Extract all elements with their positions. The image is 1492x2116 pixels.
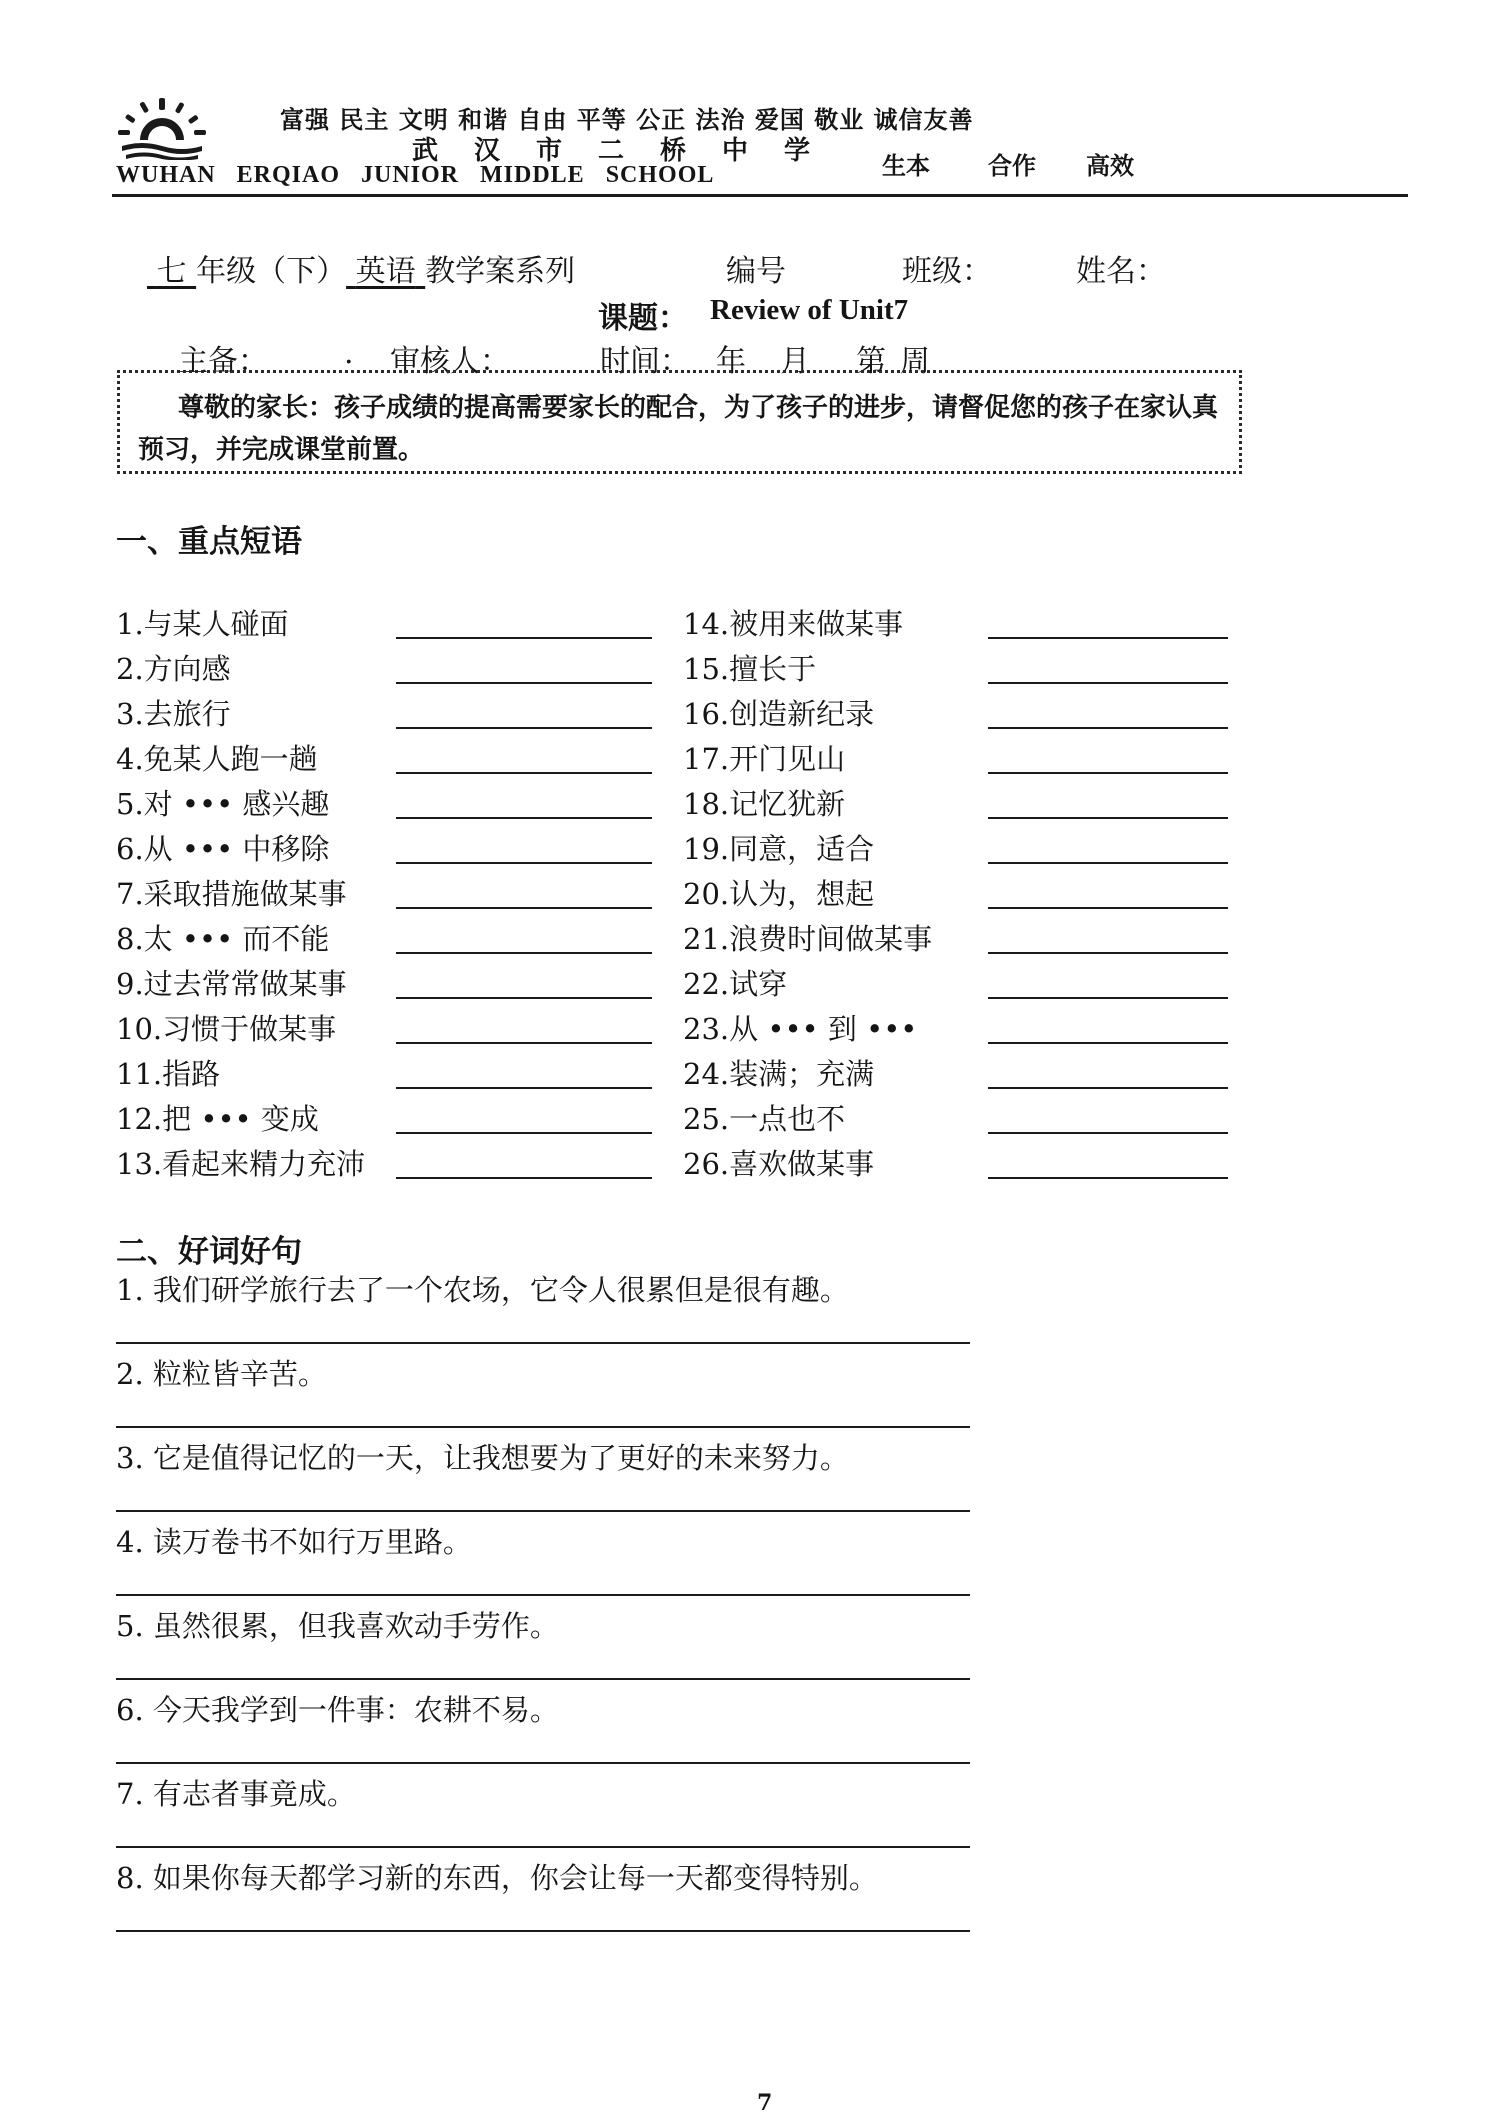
school-name-cn: 武汉市二桥中学 <box>412 136 847 166</box>
phrase-answer-blank[interactable] <box>988 637 1228 639</box>
phrase-answer-blank[interactable] <box>396 1132 652 1134</box>
school-name-en: WUHAN ERQIAO JUNIOR MIDDLE SCHOOL <box>116 162 715 188</box>
preparer-dot: . <box>344 336 354 371</box>
time-label: 时间： <box>600 344 690 379</box>
series-label: 教学案系列 <box>425 254 576 289</box>
sentence-prompt: 2. 粒粒皆辛苦。 <box>116 1357 327 1391</box>
grade-suffix: 年级（下） <box>196 254 347 289</box>
sentence-answer-line[interactable] <box>116 1762 970 1764</box>
sentence-prompt: 8. 如果你每天都学习新的东西，你会让每一天都变得特别。 <box>116 1861 878 1895</box>
phrase-prompt: 17.开门见山 <box>683 742 846 776</box>
phrase-answer-blank[interactable] <box>396 772 652 774</box>
sentence-prompt: 5. 虽然很累，但我喜欢动手劳作。 <box>116 1609 559 1643</box>
number-label: 编号 <box>726 254 786 289</box>
phrase-answer-blank[interactable] <box>988 727 1228 729</box>
phrase-answer-blank[interactable] <box>988 862 1228 864</box>
parent-notice-text: 尊敬的家长：孩子成绩的提高需要家长的配合，为了孩子的进步，请督促您的孩子在家认真预习，并完成课堂前置。 <box>138 393 1219 465</box>
phrase-prompt: 9.过去常常做某事 <box>116 967 347 1001</box>
topic-label: 课题： <box>598 301 688 336</box>
sentence-prompt: 1. 我们研学旅行去了一个农场，它令人很累但是很有趣。 <box>116 1273 849 1307</box>
phrase-prompt: 4.免某人跑一趟 <box>116 742 318 776</box>
phrase-prompt: 3.去旅行 <box>116 697 231 731</box>
phrase-prompt: 21.浪费时间做某事 <box>683 922 933 956</box>
sentence-answer-line[interactable] <box>116 1846 970 1848</box>
phrase-answer-blank[interactable] <box>988 1132 1228 1134</box>
sentence-answer-line[interactable] <box>116 1342 970 1344</box>
phrase-answer-blank[interactable] <box>396 1087 652 1089</box>
phrase-prompt: 15.擅长于 <box>683 652 817 686</box>
sentence-prompt: 3. 它是值得记忆的一天，让我想要为了更好的未来努力。 <box>116 1441 849 1475</box>
grade-subject-line <box>147 246 575 290</box>
phrase-prompt: 20.认为，想起 <box>683 877 875 911</box>
week-prefix: 第 <box>856 344 886 379</box>
sentence-answer-line[interactable] <box>116 1510 970 1512</box>
phrase-prompt: 22.试穿 <box>683 967 788 1001</box>
phrase-prompt: 10.习惯于做某事 <box>116 1012 337 1046</box>
sentence-prompt: 4. 读万卷书不如行万里路。 <box>116 1525 472 1559</box>
parent-notice-box <box>117 370 1242 474</box>
class-label: 班级： <box>902 254 992 289</box>
page-number: 7 <box>757 2090 773 2116</box>
core-values: 富强 民主 文明 和谐 自由 平等 公正 法治 爱国 敬业 诚信友善 <box>280 105 974 134</box>
phrase-prompt: 24.装满；充满 <box>683 1057 875 1091</box>
phrase-answer-blank[interactable] <box>396 682 652 684</box>
phrase-prompt: 12.把 ••• 变成 <box>116 1102 319 1136</box>
phrase-answer-blank[interactable] <box>988 997 1228 999</box>
phrase-prompt: 8.太 ••• 而不能 <box>116 922 330 956</box>
phrase-answer-blank[interactable] <box>988 1087 1228 1089</box>
phrase-answer-blank[interactable] <box>988 907 1228 909</box>
phrase-prompt: 25.一点也不 <box>683 1102 846 1136</box>
phrase-prompt: 23.从 ••• 到 ••• <box>683 1012 918 1046</box>
month-label: 月 <box>780 344 810 379</box>
sentence-answer-line[interactable] <box>116 1426 970 1428</box>
phrase-prompt: 16.创造新纪录 <box>683 697 875 731</box>
phrase-prompt: 2.方向感 <box>116 652 231 686</box>
sentence-answer-line[interactable] <box>116 1594 970 1596</box>
phrase-prompt: 18.记忆犹新 <box>683 787 846 821</box>
phrase-answer-blank[interactable] <box>988 952 1228 954</box>
phrase-answer-blank[interactable] <box>396 907 652 909</box>
sentence-answer-line[interactable] <box>116 1930 970 1932</box>
phrase-prompt: 26.喜欢做某事 <box>683 1147 875 1181</box>
sentence-answer-line[interactable] <box>116 1678 970 1680</box>
preparer-label: 主备： <box>178 344 268 379</box>
phrase-answer-blank[interactable] <box>396 997 652 999</box>
phrase-answer-blank[interactable] <box>988 1177 1228 1179</box>
phrase-answer-blank[interactable] <box>396 952 652 954</box>
name-label: 姓名： <box>1076 254 1166 289</box>
header-rule <box>112 194 1408 197</box>
phrase-prompt: 14.被用来做某事 <box>683 607 904 641</box>
reviewer-label: 审核人： <box>390 344 510 379</box>
phrase-answer-blank[interactable] <box>396 637 652 639</box>
phrase-answer-blank[interactable] <box>396 817 652 819</box>
phrase-prompt: 5.对 ••• 感兴趣 <box>116 787 330 821</box>
section2-title: 二、好词好句 <box>116 1234 302 1270</box>
section1-title: 一、重点短语 <box>116 524 302 560</box>
phrase-answer-blank[interactable] <box>988 682 1228 684</box>
phrase-answer-blank[interactable] <box>988 817 1228 819</box>
subject-value: 英语 <box>355 254 416 289</box>
grade-value: 七 <box>156 254 187 289</box>
school-logo <box>112 96 212 160</box>
phrase-answer-blank[interactable] <box>396 1177 652 1179</box>
phrase-prompt: 11.指路 <box>116 1057 221 1091</box>
motto-3: 高效 <box>1086 151 1134 180</box>
year-label: 年 <box>716 344 746 379</box>
motto-1: 生本 <box>882 151 930 180</box>
phrase-prompt: 6.从 ••• 中移除 <box>116 832 330 866</box>
phrase-answer-blank[interactable] <box>988 1042 1228 1044</box>
phrase-prompt: 13.看起来精力充沛 <box>116 1147 366 1181</box>
phrase-answer-blank[interactable] <box>396 1042 652 1044</box>
phrase-prompt: 19.同意，适合 <box>683 832 875 866</box>
phrase-prompt: 7.采取措施做某事 <box>116 877 347 911</box>
sentence-prompt: 6. 今天我学到一件事：农耕不易。 <box>116 1693 559 1727</box>
motto-2: 合作 <box>988 151 1036 180</box>
phrase-answer-blank[interactable] <box>988 772 1228 774</box>
topic-title: Review of Unit7 <box>710 294 909 326</box>
phrase-answer-blank[interactable] <box>396 862 652 864</box>
phrase-answer-blank[interactable] <box>396 727 652 729</box>
sentence-prompt: 7. 有志者事竟成。 <box>116 1777 356 1811</box>
phrase-prompt: 1.与某人碰面 <box>116 607 289 641</box>
week-label: 周 <box>900 344 930 379</box>
